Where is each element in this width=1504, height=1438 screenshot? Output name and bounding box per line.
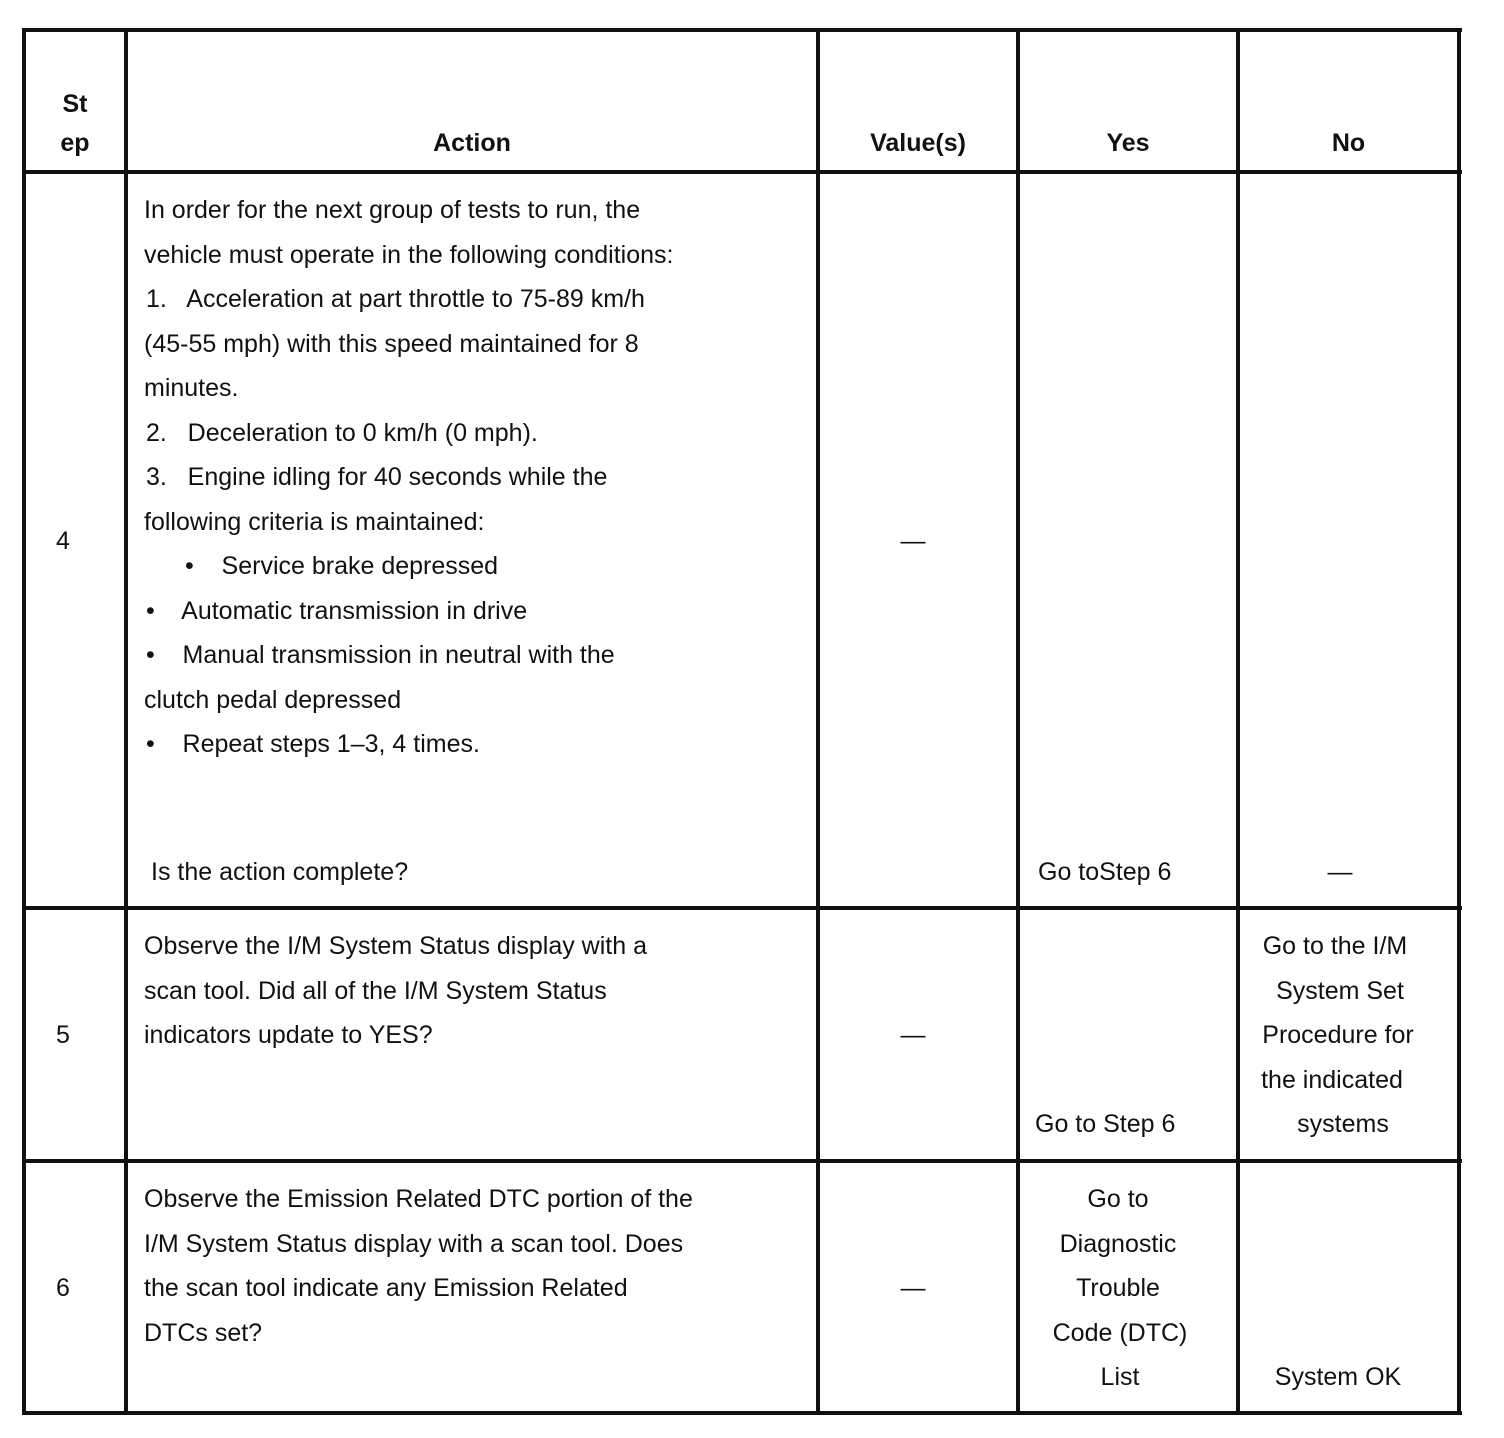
row-divider-4-5: [22, 906, 1462, 910]
header-action: Action: [433, 129, 511, 157]
no-line: Go to the I/M: [1262, 932, 1408, 960]
header-values: Value(s): [870, 129, 966, 157]
action-line: 3. Engine idling for 40 seconds while the: [146, 463, 608, 491]
action-line: the scan tool indicate any Emission Related: [144, 1274, 628, 1302]
table-border-left: [22, 28, 26, 1415]
no-line: System Set: [1276, 977, 1404, 1005]
action-line: (45-55 mph) with this speed maintained for 8: [144, 330, 639, 358]
header-yes: Yes: [1106, 129, 1150, 157]
action-line: scan tool. Did all of the I/M System Status: [144, 977, 607, 1005]
yes-line: Code (DTC): [1052, 1319, 1188, 1347]
table-border-right: [1457, 28, 1461, 1415]
col-divider-step-action: [124, 28, 128, 1415]
header-step-line2: ep: [60, 129, 90, 157]
yes-line: Go to: [1087, 1185, 1149, 1213]
step-6-no: System OK: [1274, 1363, 1402, 1391]
action-line: vehicle must operate in the following conditions:: [144, 241, 674, 269]
action-line: indicators update to YES?: [144, 1021, 433, 1049]
step-4-yes: Go toStep 6: [1038, 858, 1172, 886]
step-5-yes: Go to Step 6: [1035, 1110, 1176, 1138]
action-line: Observe the Emission Related DTC portion of the: [144, 1185, 693, 1213]
step-4-no: —: [1327, 858, 1353, 886]
action-line: 1. Acceleration at part throttle to 75-89 km/h: [146, 285, 645, 313]
header-no: No: [1331, 129, 1366, 157]
col-divider-yes-no: [1236, 28, 1240, 1415]
step-4-value: —: [900, 527, 926, 555]
step-5-number: 5: [56, 1021, 70, 1049]
no-line: the indicated: [1261, 1066, 1403, 1094]
action-line: I/M System Status display with a scan tool. Does: [144, 1230, 684, 1258]
step-4-number: 4: [56, 527, 70, 555]
action-line: minutes.: [144, 374, 239, 402]
action-line: Observe the I/M System Status display with a: [144, 932, 647, 960]
action-line: DTCs set?: [144, 1319, 263, 1347]
no-line: systems: [1297, 1110, 1389, 1138]
action-question: Is the action complete?: [151, 858, 409, 886]
row-divider-5-6: [22, 1159, 1462, 1163]
action-bullet: • Automatic transmission in drive: [146, 597, 528, 625]
action-line: In order for the next group of tests to run, the: [144, 196, 641, 224]
table-border-top: [22, 28, 1462, 32]
yes-line: Diagnostic: [1059, 1230, 1177, 1258]
action-line: clutch pedal depressed: [144, 686, 402, 714]
step-6-number: 6: [56, 1274, 70, 1302]
step-5-value: —: [900, 1021, 926, 1049]
col-divider-action-value: [816, 28, 820, 1415]
step-6-value: —: [900, 1274, 926, 1302]
action-bullet: • Manual transmission in neutral with the: [146, 641, 615, 669]
header-divider: [22, 170, 1462, 174]
action-bullet: • Repeat steps 1–3, 4 times.: [146, 730, 480, 758]
action-line: 2. Deceleration to 0 km/h (0 mph).: [146, 419, 538, 447]
table-border-bottom: [22, 1411, 1462, 1415]
header-step-line1: St: [62, 90, 88, 118]
yes-line: Trouble: [1076, 1274, 1160, 1302]
action-line: following criteria is maintained:: [144, 508, 485, 536]
no-line: Procedure for: [1262, 1021, 1414, 1049]
action-bullet: • Service brake depressed: [185, 552, 499, 580]
yes-line: List: [1100, 1363, 1140, 1391]
